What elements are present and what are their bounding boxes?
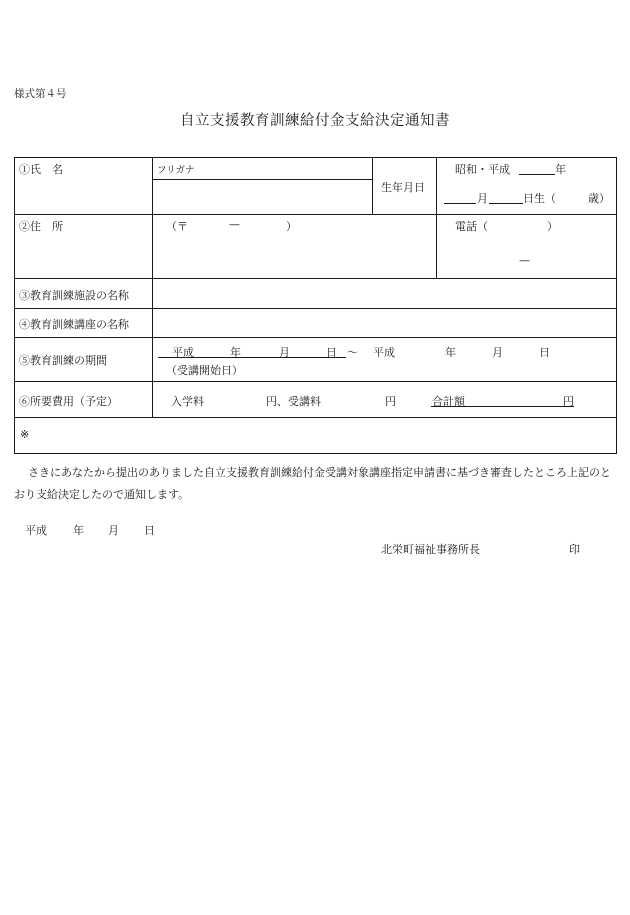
address-label: ②住 所 xyxy=(19,220,63,233)
period-era-1: 平成 xyxy=(172,346,194,359)
name-label: ①氏 名 xyxy=(19,163,63,176)
period-label: ⑤教育訓練の期間 xyxy=(19,354,107,367)
seal-mark: 印 xyxy=(569,543,580,556)
postal-dash: — xyxy=(229,218,240,231)
total-label: 合計額 xyxy=(432,395,465,408)
birth-age-suffix: 歳） xyxy=(588,192,610,205)
issuer: 北栄町福祉事務所長 xyxy=(381,543,480,556)
course-input[interactable] xyxy=(153,309,616,336)
phone-dash: — xyxy=(519,254,530,267)
total-unit: 円 xyxy=(563,395,574,408)
period-tilde: ～ xyxy=(347,346,358,359)
name-input[interactable] xyxy=(153,181,371,213)
facility-label: ③教育訓練施設の名称 xyxy=(19,289,129,302)
birth-day-suffix: 日生（ xyxy=(523,192,556,205)
birth-era: 昭和・平成 xyxy=(455,163,510,176)
period-start-underline xyxy=(158,357,346,358)
course-label: ④教育訓練講座の名称 xyxy=(19,318,129,331)
furigana-label: フリガナ xyxy=(157,165,195,176)
period-day-1: 日 xyxy=(326,346,337,359)
postal-open: （〒 xyxy=(166,220,188,233)
period-year-1: 年 xyxy=(230,346,241,359)
notification-text: さきにあなたから提出のありました自立支援教育訓練給付金受講対象講座指定申請書に基づき審査したところ上記のとおり支給決定したので通知します。 xyxy=(14,466,611,501)
phone-label: 電話（ xyxy=(455,220,488,233)
period-era-2: 平成 xyxy=(373,346,395,359)
entrance-fee-label: 入学料 xyxy=(171,395,204,408)
phone-close: ） xyxy=(547,220,558,233)
period-month-1: 月 xyxy=(279,346,290,359)
birth-year-blank[interactable] xyxy=(519,174,555,175)
date-era: 平成 xyxy=(25,524,47,537)
date-month: 月 xyxy=(108,524,119,537)
entrance-fee-unit: 円、受講料 xyxy=(266,395,321,408)
facility-input[interactable] xyxy=(153,279,616,307)
birthdate-label: 生年月日 xyxy=(381,181,425,194)
postal-close: ） xyxy=(286,220,297,233)
tuition-unit: 円 xyxy=(385,395,396,408)
total-underline xyxy=(431,406,574,407)
birth-year-suffix: 年 xyxy=(555,163,566,176)
cost-label: ⑥所要費用（予定） xyxy=(19,395,118,408)
document-title: 自立支援教育訓練給付金支給決定通知書 xyxy=(180,113,450,129)
period-month-2: 月 xyxy=(492,346,503,359)
period-note: （受講開始日） xyxy=(166,364,243,377)
period-day-2: 日 xyxy=(539,346,550,359)
period-year-2: 年 xyxy=(445,346,456,359)
note-mark: ※ xyxy=(20,428,30,441)
date-day: 日 xyxy=(144,524,155,537)
address-input[interactable] xyxy=(153,236,435,277)
form-number: 様式第４号 xyxy=(14,88,67,100)
birth-month-suffix: 月 xyxy=(477,192,488,205)
birth-day-blank[interactable] xyxy=(489,203,523,204)
birth-month-blank[interactable] xyxy=(444,203,476,204)
date-year: 年 xyxy=(73,524,84,537)
